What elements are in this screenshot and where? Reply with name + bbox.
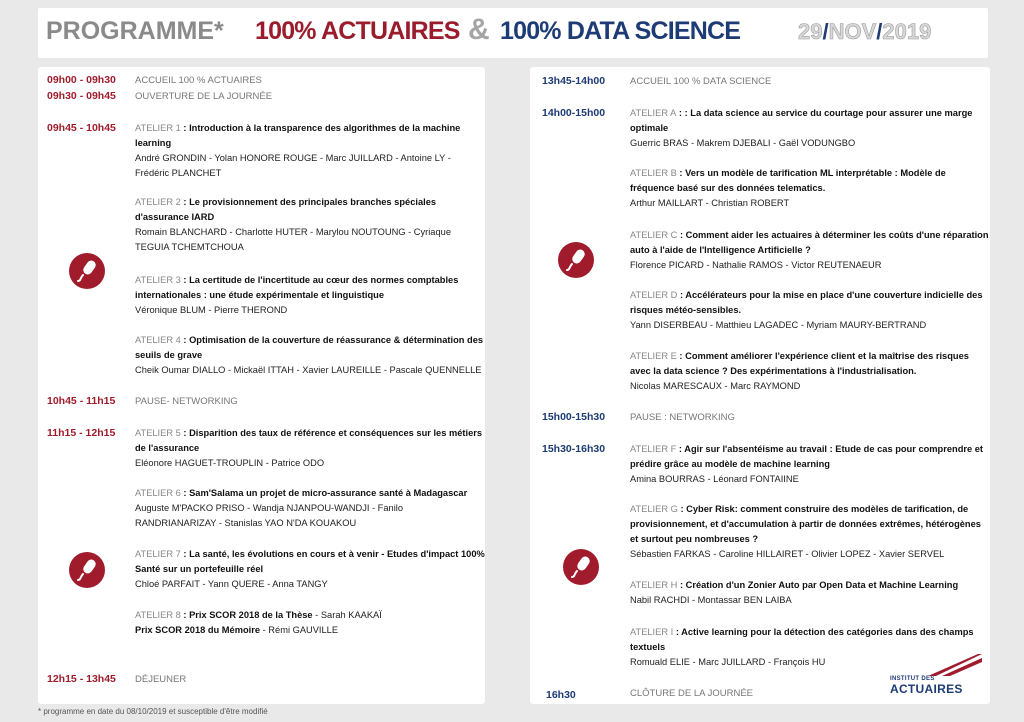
session-time: 12h15 - 13h45 [47,673,116,685]
atelier-authors: Florence PICARD - Nathalie RAMOS - Victor REUTENAEUR [630,260,882,270]
atelier-name: ATELIER 7 [135,549,181,559]
atelier-authors: Romuald ELIE - Marc JUILLARD - François HU [630,657,826,667]
atelier-name: ATELIER H [630,580,678,590]
session-time: 13h45-14h00 [542,75,606,87]
atelier-5: ATELIER 5 : Disparition des taux de référence et conséquences sur les métiers de l'assurance Eléonore HAGUET-TROUPLIN - Patrice ODO [135,426,485,471]
atelier-topic: La santé, les évolutions en cours et à venir - Etudes d'impact 100% Santé sur un portefeuille réel [135,549,485,574]
session-time: 14h00-15h00 [542,107,606,119]
footnote: * programme en date du 08/10/2019 et susceptible d'être modifié [38,707,268,716]
session-label: PAUSE- NETWORKING [135,396,238,407]
session-time: 09h30 - 09h45 [47,90,116,102]
session-label: PAUSE : NETWORKING [630,412,735,423]
atelier-topic-author: - Rémi GAUVILLE [260,625,339,635]
logo-mark-icon [928,652,984,678]
session-time: 10h45 - 11h15 [47,395,116,407]
atelier-name: ATELIER 5 [135,428,181,438]
atelier-name: ATELIER 6 [135,488,181,498]
date-month: NOV [828,19,877,44]
session-time: 09h45 - 10h45 [47,122,116,134]
atelier-a: ATELIER A : : La data science au service du courtage pour assurer une marge optimale Guerric BRAS - Makrem DJEBALI - Gaël VODUNGBO [630,106,990,151]
logo-small-text: INSTITUT DES [890,676,935,682]
header-banner [38,8,988,58]
atelier-authors: Yann DISERBEAU - Matthieu LAGADEC - Myriam MAURY-BERTRAND [630,320,927,330]
atelier-name: ATELIER C [630,230,678,240]
atelier-7: ATELIER 7 : La santé, les évolutions en cours et à venir - Etudes d'impact 100% Santé sur un portefeuille réel Chloé PARFAIT - Yann QUERE - Anna TANGY [135,547,485,592]
atelier-topic: Comment aider les actuaires à déterminer les coûts d'une réparation auto à l'aide de l'Intelligence Artificielle ? [630,230,989,255]
atelier-authors: Sébastien FARKAS - Caroline HILLAIRET - Olivier LOPEZ - Xavier SERVEL [630,549,945,559]
atelier-topic: Agir sur l'absentéisme au travail : Etude de cas pour comprendre et prédire grâce au modèle de machine learning [630,444,984,469]
atelier-4: ATELIER 4 : Optimisation de la couverture de réassurance & détermination des seuils de grave Cheik Oumar DIALLO - Mickaël ITTAH - Xavier LAUREILLE - Pascale QUENNELLE [135,333,485,378]
atelier-topic: Optimisation de la couverture de réassurance & détermination des seuils de grave [135,335,484,360]
logo-big-text: ACTUAIRES [890,682,963,696]
event-date [798,19,931,45]
actuaires-program-panel [38,67,485,704]
atelier-name: ATELIER 1 [135,123,181,133]
microphone-icon [558,242,594,278]
atelier-name: ATELIER 2 [135,197,181,207]
atelier-authors: Nicolas MARESCAUX - Marc RAYMOND [630,381,801,391]
atelier-authors: Nabil RACHDI - Montassar BEN LAIBA [630,595,792,605]
session-time: 11h15 - 12h15 [47,427,116,439]
atelier-name: ATELIER A [630,108,677,118]
atelier-topic: Vers un modèle de tarification ML interprétable : Modèle de fréquence basé sur des données telematics. [630,168,946,193]
atelier-name: ATELIER G [630,504,678,514]
atelier-topic: Sam'Salama un projet de micro-assurance santé à Madagascar [189,488,468,498]
atelier-name: ATELIER 3 [135,275,181,285]
atelier-authors: Romain BLANCHARD - Charlotte HUTER - Marylou NOUTOUNG - Cyriaque TEGUIA TCHEMTCHOUA [135,227,451,252]
programme-title: PROGRAMME* [46,17,224,45]
session-time: 15h00-15h30 [542,411,606,423]
atelier-authors: Amina BOURRAS - Léonard FONTAIINE [630,474,799,484]
atelier-authors: Chloé PARFAIT - Yann QUERE - Anna TANGY [135,579,328,589]
atelier-topic: Disparition des taux de référence et conséquences sur les métiers de l'assurance [135,428,483,453]
atelier-topic: Prix SCOR 2018 de la Thèse [189,610,313,620]
atelier-b: ATELIER B : Vers un modèle de tarification ML interprétable : Modèle de fréquence basé sur des données telematics. Arthur MAILLART - Christian ROBERT [630,166,990,211]
atelier-d: ATELIER D : Accélérateurs pour la mise en place d'une couverture indicielle des risques météo-sensibles. Yann DISERBEAU - Matthieu LAGADEC - Myriam MAURY-BERTRAND [630,288,990,333]
atelier-authors: Auguste M'PACKO PRISO - Wandja NJANPOU-WANDJI - Fanilo RANDRIANARIZAY - Stanislas YAO N'DA KOUAKOU [135,503,404,528]
atelier-authors: Eléonore HAGUET-TROUPLIN - Patrice ODO [135,458,325,468]
atelier-name: ATELIER I [630,627,674,637]
atelier-name: ATELIER F [630,444,677,454]
atelier-h: ATELIER H : Création d'un Zonier Auto par Open Data et Machine Learning Nabil RACHDI - Montassar BEN LAIBA [630,578,990,608]
atelier-i: ATELIER I : Active learning pour la détection des catégories dans des champs textuels Romuald ELIE - Marc JUILLARD - François HU [630,625,990,670]
atelier-6: ATELIER 6 : Sam'Salama un projet de micro-assurance santé à Madagascar Auguste M'PACKO PRISO - Wandja NJANPOU-WANDJI - Fanilo RANDRIANARIZAY - Stanislas YAO N'DA KOUAKOU [135,486,485,531]
atelier-f: ATELIER F : Agir sur l'absentéisme au travail : Etude de cas pour comprendre et prédire grâce au modèle de machine learning Amina BOURRAS - Léonard FONTAIINE [630,442,990,487]
atelier-1: ATELIER 1 : Introduction à la transparence des algorithmes de la machine learning André GRONDIN - Yolan HONORE ROUGE - Marc JUILLARD - Antoine LY - Frédéric PLANCHET [135,121,485,181]
atelier-authors: Arthur MAILLART - Christian ROBERT [630,198,790,208]
atelier-topic: Introduction à la transparence des algorithmes de la machine learning [135,123,461,148]
atelier-name: ATELIER 4 [135,335,181,345]
atelier-topic: Accélérateurs pour la mise en place d'une couverture indicielle des risques météo-sensibles. [630,290,983,315]
microphone-icon [69,552,105,588]
atelier-2: ATELIER 2 : Le provisionnement des principales branches spéciales d'assurance IARD Romain BLANCHARD - Charlotte HUTER - Marylou NOUTOUNG - Cyriaque TEGUIA TCHEMTCHOUA [135,195,485,255]
session-label: OUVERTURE DE LA JOURNÉE [135,91,273,102]
atelier-topic: La certitude de l'incertitude au cœur des normes comptables internationales : une étude expérimentale et linguistique [135,275,459,300]
data-science-program-panel [530,67,990,704]
atelier-name: ATELIER B [630,168,677,178]
institut-des-actuaires-logo [860,652,985,696]
microphone-icon [69,253,105,289]
atelier-c: ATELIER C : Comment aider les actuaires à déterminer les coûts d'une réparation auto à l'aide de l'Intelligence Artificielle ? Florence PICARD - Nathalie RAMOS - Victor REUTENAEUR [630,228,990,273]
atelier-name: ATELIER 8 [135,610,181,620]
atelier-topic: Le provisionnement des principales branches spéciales d'assurance IARD [135,197,437,222]
atelier-8: ATELIER 8 : Prix SCOR 2018 de la Thèse - Sarah KAAKAÏ Prix SCOR 2018 du Mémoire - Rémi GAUVILLE [135,610,382,635]
atelier-topic-author: - Sarah KAAKAÏ [312,610,382,620]
atelier-topic: Cyber Risk: comment construire des modèles de tarification, de provisionnement, et d'accumulation à partir de données extrêmes, hétérogènes et surtout peu nombreuses ? [630,504,981,544]
date-slash: / [876,19,883,44]
atelier-topic: Active learning pour la détection des catégories dans des champs textuels [630,627,974,652]
atelier-authors: André GRONDIN - Yolan HONORE ROUGE - Marc JUILLARD - Antoine LY - Frédéric PLANCHET [135,153,451,178]
atelier-authors: Guerric BRAS - Makrem DJEBALI - Gaël VODUNGBO [630,138,856,148]
data-science-title: 100% DATA SCIENCE [500,17,741,45]
session-label: ACCUEIL 100 % ACTUAIRES [135,75,262,86]
atelier-name: ATELIER D [630,290,678,300]
atelier-topic: La data science au service du courtage pour assurer une marge optimale [630,108,973,133]
microphone-icon [563,549,599,585]
date-day: 29 [798,19,823,44]
atelier-topic-2: Prix SCOR 2018 du Mémoire [135,625,261,635]
session-time: 16h30 [546,689,576,701]
atelier-e: ATELIER E : Comment améliorer l'expérience client et la maîtrise des risques avec la data science ? Des expérimentations à l'industrialisation. Nicolas MARESCAUX - Marc RAYMOND [630,349,990,394]
session-label: CLÔTURE DE LA JOURNÉE [630,688,753,699]
actuaires-title: 100% ACTUAIRES [255,17,460,45]
session-label: DÉJEUNER [135,674,187,685]
atelier-name: ATELIER E [630,351,677,361]
atelier-authors: Cheik Oumar DIALLO - Mickaël ITTAH - Xavier LAUREILLE - Pascale QUENNELLE [135,365,482,375]
atelier-authors: Véronique BLUM - Pierre THEROND [135,305,288,315]
atelier-g: ATELIER G : Cyber Risk: comment construire des modèles de tarification, de provisionnement, et d'accumulation à partir de données extrêmes, hétérogènes et surtout peu nombreuses ? Sébastien FARKAS - Caroline HILLAIRET - Olivier LOPEZ - Xavier SERVEL [630,502,990,562]
session-time: 15h30-16h30 [542,443,606,455]
session-time: 09h00 - 09h30 [47,74,116,86]
atelier-topic: Création d'un Zonier Auto par Open Data et Machine Learning [685,580,959,590]
atelier-3: ATELIER 3 : La certitude de l'incertitude au cœur des normes comptables internationales : une étude expérimentale et linguistique Véronique BLUM - Pierre THEROND [135,273,485,318]
atelier-topic: Comment améliorer l'expérience client et la maîtrise des risques avec la data science ? Des expérimentations à l'industrialisation. [630,351,969,376]
date-year: 2019 [882,19,932,44]
ampersand: & [468,13,490,46]
date-slash: / [822,19,829,44]
session-label: ACCUEIL 100 % DATA SCIENCE [630,76,772,87]
